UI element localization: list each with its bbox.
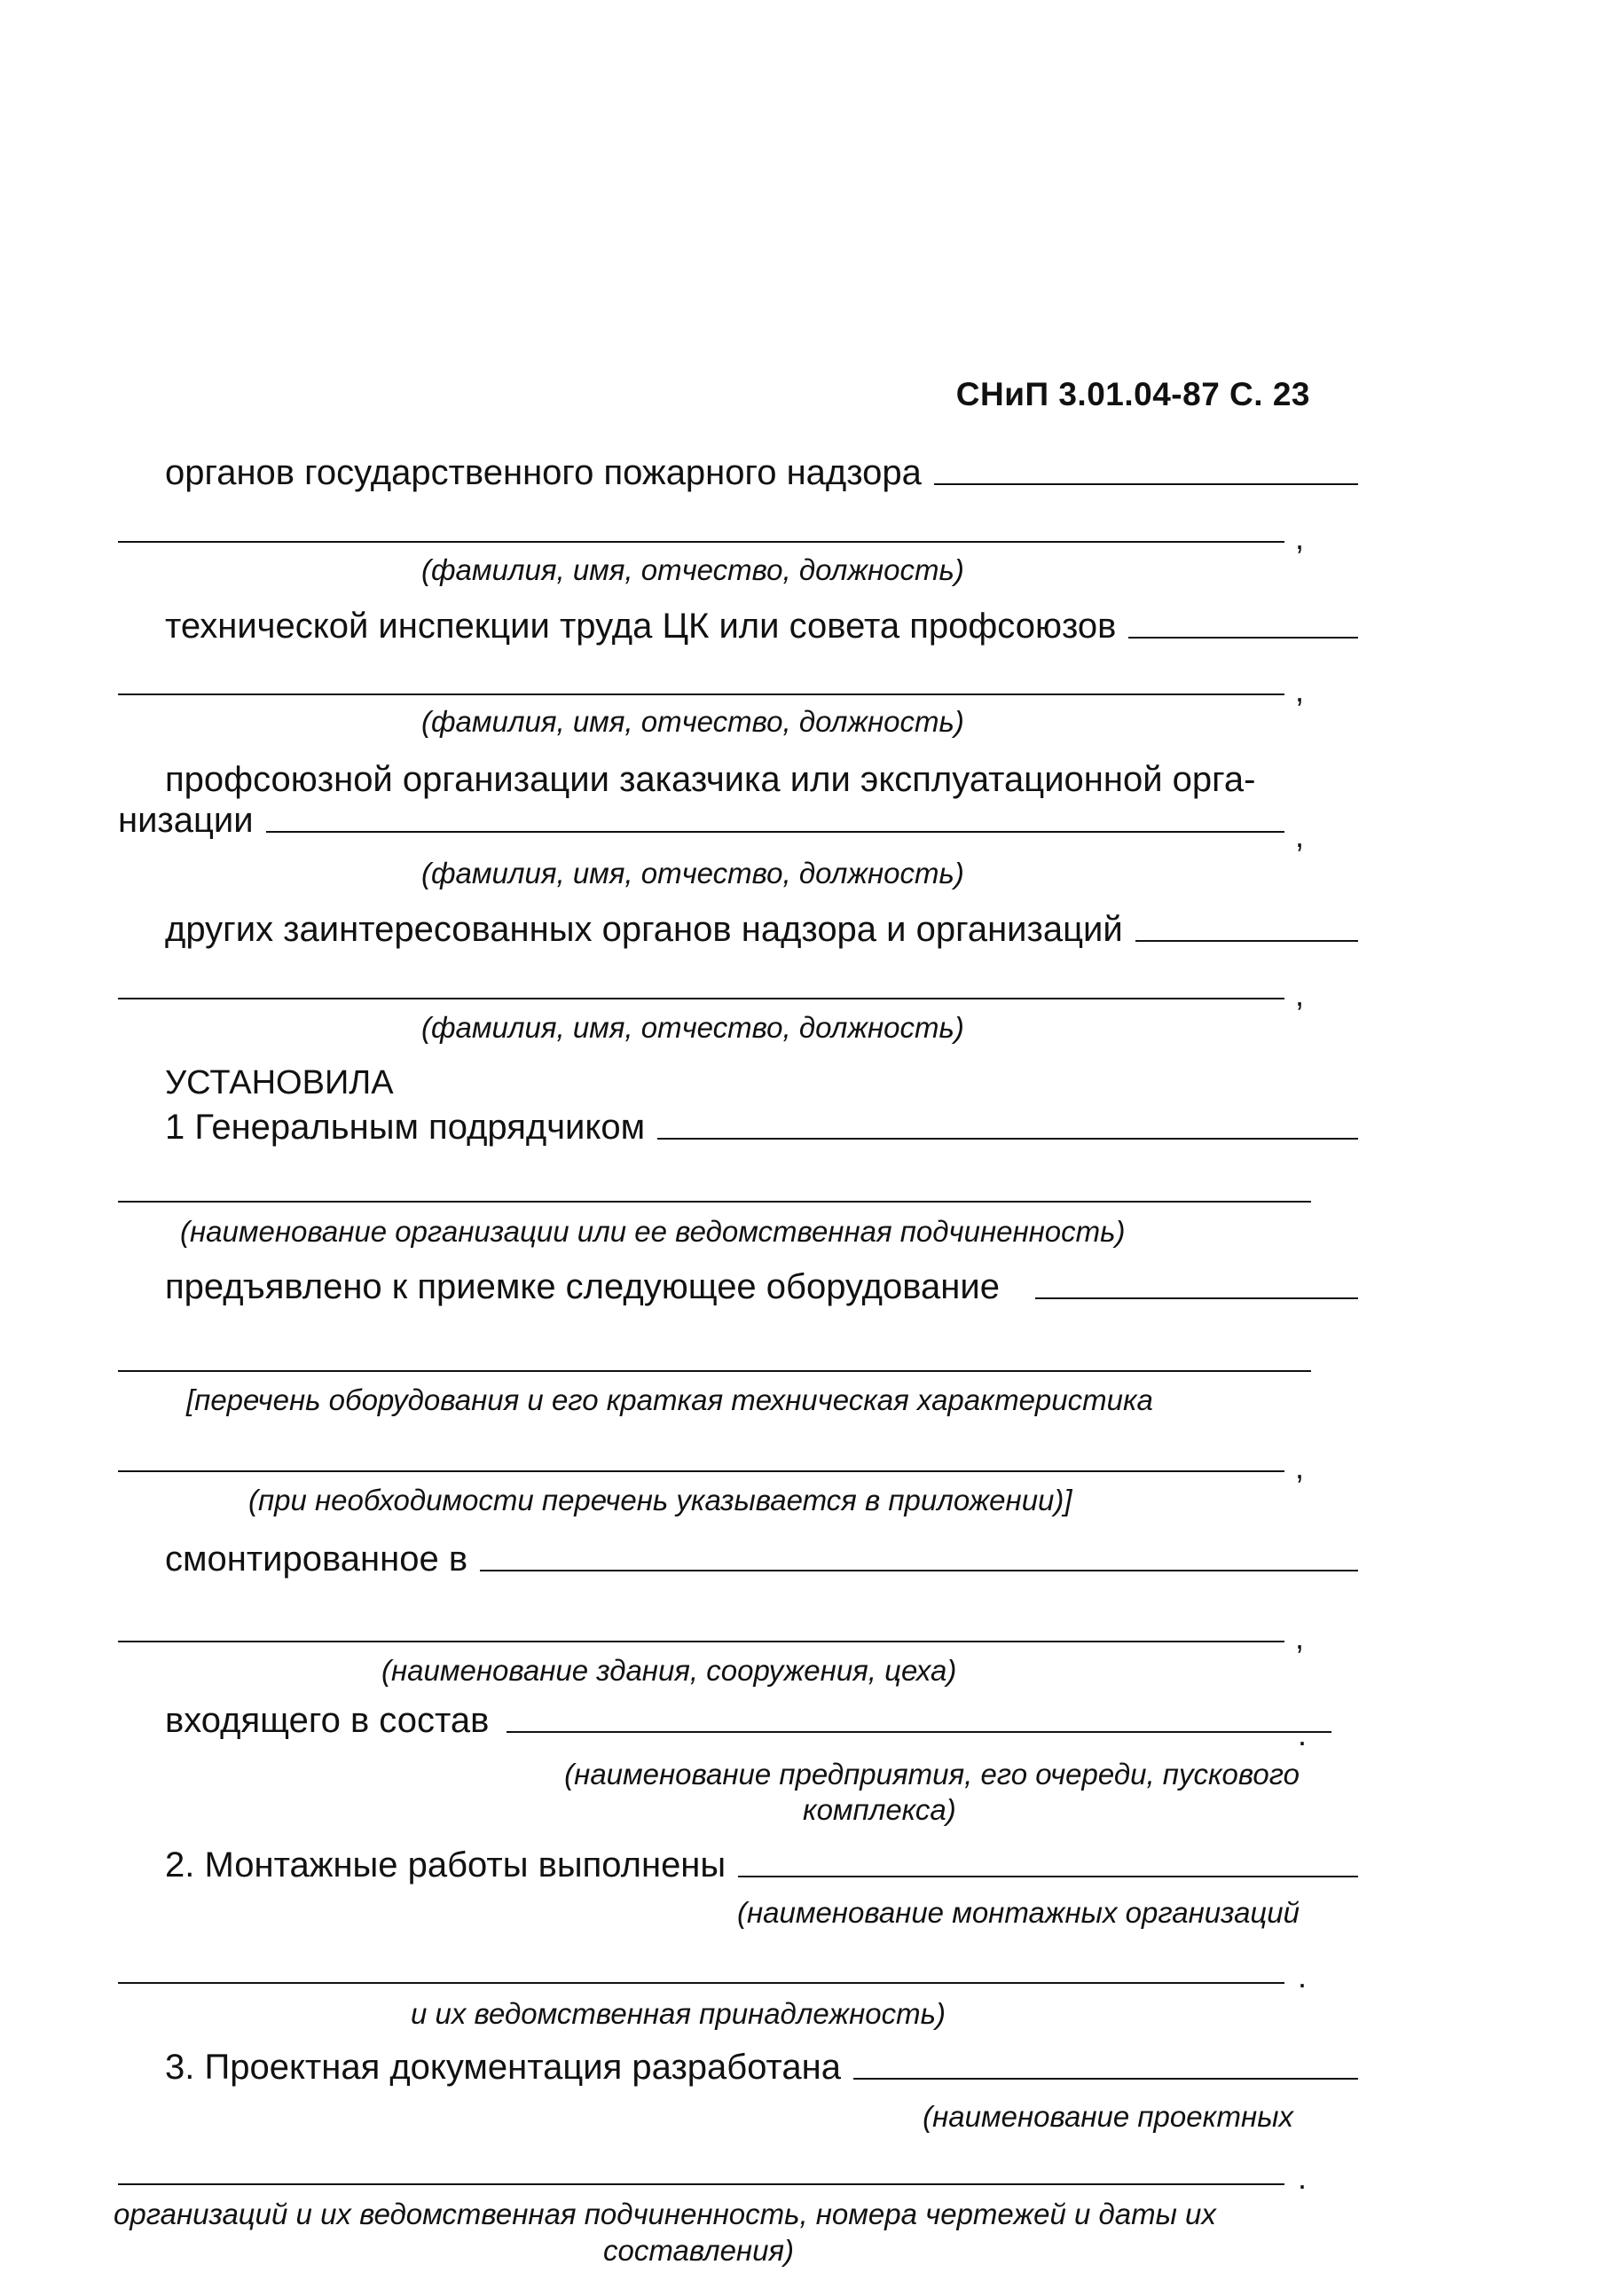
row-fire-supervision (118, 452, 1358, 493)
fill-line[interactable] (118, 1982, 1284, 1984)
caption-enterprise: (наименование предприятия, его очереди, пускового (564, 1758, 1300, 1791)
period: . (1298, 1958, 1308, 1994)
fill-line[interactable] (118, 1201, 1311, 1203)
comma: , (1295, 818, 1305, 854)
caption-installation-affiliation: и их ведомственная принадлежность) (411, 1997, 946, 2030)
row-union-organization: профсоюзной организации заказчика или эксплуатационной орга- (165, 760, 1256, 799)
caption-fio: (фамилия, имя, отчество, должность) (421, 857, 964, 889)
row-label: входящего в состав (165, 1701, 490, 1740)
fill-line[interactable] (1035, 1297, 1358, 1299)
page-header: СНиП 3.01.04-87 С. 23 (955, 376, 1310, 412)
row-label: 3. Проектная документация разработана (165, 2048, 842, 2087)
period: . (1298, 2159, 1308, 2196)
row-project-documentation (118, 2047, 1358, 2088)
row-installation-works (118, 1845, 1358, 1885)
comma: , (1295, 1449, 1305, 1485)
row-installed-in (118, 1539, 1358, 1579)
row-label: низации (118, 801, 254, 840)
row-label: технической инспекции труда ЦК или совета профсоюзов (165, 607, 1117, 646)
fill-line[interactable] (118, 998, 1284, 999)
caption-organization: (наименование организации или ее ведомственная подчиненность) (180, 1215, 1126, 1248)
comma: , (1295, 520, 1305, 556)
caption-design-org: (наименование проектных (923, 2100, 1293, 2133)
fill-line[interactable] (118, 1470, 1284, 1472)
fill-line[interactable] (118, 2183, 1284, 2185)
fill-line[interactable] (118, 541, 1284, 543)
row-label: смонтированное в (165, 1540, 468, 1579)
caption-fio: (фамилия, имя, отчество, должность) (421, 1011, 964, 1044)
row-general-contractor (118, 1107, 1358, 1148)
row-label: 2. Монтажные работы выполнены (165, 1845, 726, 1885)
caption-design-details: организаций и их ведомственная подчиненность, номера чертежей и даты их (114, 2198, 1216, 2230)
fill-line[interactable] (738, 1875, 1358, 1877)
comma: , (1295, 672, 1305, 709)
caption-equipment-appendix: (при необходимости перечень указывается в приложении)] (248, 1484, 1072, 1516)
caption-enterprise-cont: комплекса) (803, 1793, 956, 1826)
row-label: предъявлено к приемке следующее оборудование (165, 1267, 1000, 1306)
section-established: УСТАНОВИЛА (165, 1064, 394, 1101)
fill-line[interactable] (118, 694, 1284, 695)
row-union-organization-cont (118, 800, 1284, 841)
caption-installation-org: (наименование монтажных организаций (736, 1896, 1300, 1929)
row-label: других заинтересованных органов надзора и организаций (165, 910, 1123, 949)
comma: , (1295, 976, 1305, 1013)
row-labor-inspection (118, 606, 1358, 646)
row-part-of (118, 1700, 1331, 1741)
caption-equipment-list: [перечень оборудования и его краткая техническая характеристика (186, 1383, 1153, 1416)
fill-line[interactable] (657, 1137, 1358, 1140)
row-label: органов государственного пожарного надзора (165, 453, 922, 492)
fill-line[interactable] (934, 482, 1358, 485)
caption-building: (наименование здания, сооружения, цеха) (381, 1654, 957, 1687)
fill-line[interactable] (853, 2077, 1358, 2080)
fill-line[interactable] (507, 1730, 1331, 1733)
caption-fio: (фамилия, имя, отчество, должность) (421, 705, 964, 738)
fill-line[interactable] (1135, 939, 1358, 942)
row-equipment-submitted (118, 1266, 1358, 1307)
fill-line[interactable] (118, 1370, 1311, 1372)
row-label: 1 Генеральным подрядчиком (165, 1108, 646, 1147)
caption-fio: (фамилия, имя, отчество, должность) (421, 553, 964, 586)
fill-line[interactable] (480, 1569, 1358, 1571)
row-other-bodies (118, 909, 1358, 950)
period: . (1298, 1716, 1308, 1752)
fill-line[interactable] (118, 1641, 1284, 1642)
fill-line[interactable] (266, 830, 1284, 833)
fill-line[interactable] (1128, 636, 1358, 639)
caption-design-dates: составления) (603, 2234, 795, 2267)
comma: , (1295, 1619, 1305, 1656)
